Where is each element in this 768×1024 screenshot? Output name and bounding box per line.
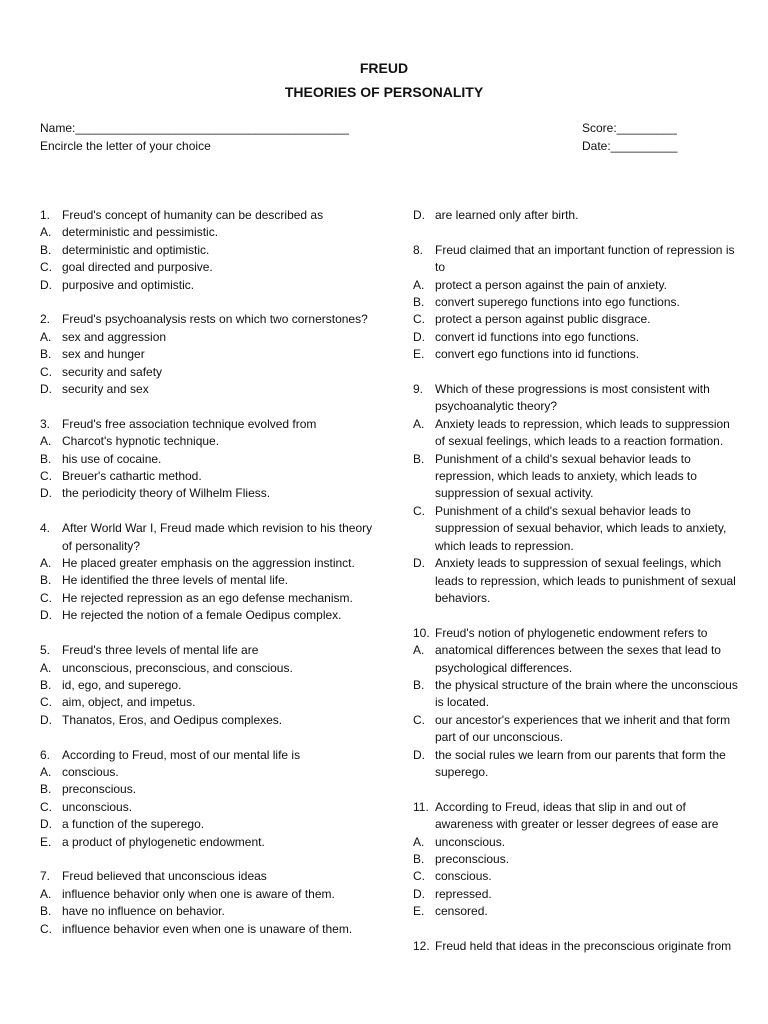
question-stem: [413, 625, 743, 642]
choice-text: the periodicity theory of Wilhelm Fliess.: [62, 486, 271, 501]
question-spacer: [40, 503, 380, 520]
question-number: 2.: [40, 312, 51, 327]
choice-letter: B.: [40, 677, 52, 692]
question-number: 1.: [40, 208, 51, 222]
right-column: [413, 207, 743, 955]
choice-text: are learned only after birth.: [435, 208, 579, 222]
choice-text: Thanatos, Eros, and Oedipus complexes.: [62, 712, 283, 727]
choice-letter: B.: [413, 851, 425, 866]
choice-letter: C.: [40, 590, 52, 605]
choice-letter: C.: [413, 503, 425, 518]
question-number: 11.: [413, 799, 429, 814]
choice-text: a product of phylogenetic endowment.: [62, 834, 265, 849]
answer-choice[interactable]: [413, 851, 743, 868]
choice-text: protect a person against public disgrace.: [435, 312, 651, 327]
question-number: 3.: [40, 416, 51, 431]
question-text: Freud's notion of phylogenetic endowment refers to: [435, 625, 708, 640]
question-stem: [40, 520, 380, 555]
answer-choice[interactable]: [40, 277, 380, 294]
choice-text: protect a person against the pain of anxiety.: [435, 277, 667, 292]
choice-letter: C.: [413, 312, 425, 327]
choice-letter: A.: [40, 764, 52, 779]
answer-choice[interactable]: [413, 311, 743, 328]
question-stem: [40, 416, 380, 433]
choice-text: id, ego, and superego.: [62, 677, 182, 692]
page-title: FREUD: [359, 60, 409, 76]
choice-text: security and safety: [62, 364, 163, 379]
answer-choice[interactable]: [413, 642, 743, 677]
question-stem: [40, 311, 380, 328]
answer-choice[interactable]: [413, 712, 743, 747]
question-stem: [413, 938, 743, 955]
question-number: 9.: [413, 382, 424, 397]
answer-choice[interactable]: [413, 677, 743, 712]
choice-text: unconscious.: [62, 799, 133, 814]
answer-choice[interactable]: [40, 242, 380, 259]
question-spacer: [40, 625, 380, 642]
question-spacer: [413, 781, 743, 798]
question-spacer: [40, 851, 380, 868]
choice-text: Anxiety leads to repression, which leads to suppression of sexual feelings, which leads to a reaction formation.: [435, 416, 730, 449]
choice-letter: B.: [40, 573, 52, 588]
choice-letter: C.: [40, 469, 52, 484]
choice-letter: A.: [413, 643, 425, 658]
answer-choice[interactable]: [413, 886, 743, 903]
answer-choice[interactable]: [40, 694, 380, 711]
answer-choice[interactable]: [40, 677, 380, 694]
name-field: Name:_________________________________________: [40, 121, 349, 135]
choice-letter: D.: [40, 712, 52, 727]
choice-letter: B.: [413, 295, 425, 310]
choice-letter: D.: [413, 208, 425, 222]
question-text: Freud held that ideas in the preconscious originate from: [435, 938, 732, 953]
answer-choice[interactable]: [413, 555, 743, 607]
question-spacer: [40, 729, 380, 746]
answer-choice[interactable]: [40, 572, 380, 589]
answer-choice[interactable]: [40, 381, 380, 398]
question-text: Which of these progressions is most consistent with psychoanalytic theory?: [435, 382, 710, 414]
choice-letter: E.: [40, 834, 52, 849]
page-subtitle: THEORIES OF PERSONALITY: [284, 84, 484, 100]
answer-choice[interactable]: [40, 364, 380, 381]
choice-text: our ancestor's experiences that we inherit and that form part of our unconscious.: [435, 712, 731, 745]
question-stem: [40, 207, 380, 224]
choice-text: Punishment of a child's sexual behavior leads to repression, which leads to anxiety, which leads to suppression of sexual activity.: [435, 451, 697, 501]
answer-choice[interactable]: [40, 555, 380, 572]
choice-letter: C.: [40, 260, 52, 275]
choice-text: He identified the three levels of mental life.: [62, 573, 289, 588]
choice-letter: E.: [413, 347, 425, 362]
answer-choice[interactable]: [413, 868, 743, 885]
choice-letter: B.: [40, 242, 52, 257]
question-text: Freud's free association technique evolved from: [62, 416, 317, 431]
answer-choice[interactable]: [413, 834, 743, 851]
choice-text: He rejected the notion of a female Oedipus complex.: [62, 608, 342, 623]
question-text: Freud's three levels of mental life are: [62, 643, 259, 658]
answer-choice[interactable]: [40, 903, 380, 920]
answer-choice[interactable]: [40, 346, 380, 363]
choice-text: influence behavior even when one is unaware of them.: [62, 921, 353, 936]
answer-choice[interactable]: [413, 346, 743, 363]
question-number: 10.: [413, 625, 430, 640]
choice-letter: A.: [413, 834, 425, 849]
answer-choice[interactable]: [40, 607, 380, 624]
choice-text: Breuer's cathartic method.: [62, 469, 202, 484]
answer-choice[interactable]: [40, 781, 380, 798]
question-stem: [413, 381, 743, 416]
answer-choice[interactable]: [413, 207, 743, 224]
choice-text: conscious.: [62, 764, 119, 779]
choice-text: the social rules we learn from our parents that form the superego.: [435, 747, 726, 779]
choice-letter: B.: [40, 782, 52, 797]
choice-letter: D.: [413, 747, 425, 762]
choice-text: sex and aggression: [62, 329, 167, 344]
choice-text: Anxiety leads to suppression of sexual feelings, which leads to repression, which leads to punishment of sexual behaviors.: [435, 556, 736, 605]
question-text: After World War I, Freud made which revision to his theory of personality?: [62, 521, 373, 553]
answer-choice[interactable]: [413, 329, 743, 346]
instructions: Encircle the letter of your choice: [40, 139, 211, 153]
choice-text: He rejected repression as an ego defense mechanism.: [62, 590, 353, 605]
choice-letter: A.: [40, 660, 52, 675]
question-number: 7.: [40, 869, 51, 884]
choice-letter: B.: [413, 677, 425, 692]
question-spacer: [40, 294, 380, 311]
question-text: Freud claimed that an important function of repression is to: [435, 242, 735, 275]
choice-text: convert id functions into ego functions.: [435, 329, 640, 344]
question-text: Freud's psychoanalysis rests on which two cornerstones?: [62, 312, 368, 327]
choice-text: convert superego functions into ego functions.: [435, 295, 680, 310]
choice-letter: A.: [40, 329, 52, 344]
choice-letter: A.: [40, 886, 52, 901]
choice-text: purposive and optimistic.: [62, 277, 195, 292]
choice-letter: A.: [413, 416, 425, 431]
question-text: Freud's concept of humanity can be described as: [62, 208, 324, 222]
answer-choice[interactable]: [40, 590, 380, 607]
choice-text: aim, object, and impetus.: [62, 695, 196, 710]
question-spacer: [413, 224, 743, 241]
choice-letter: E.: [413, 904, 425, 919]
left-column: [40, 207, 380, 938]
choice-text: influence behavior only when one is aware of them.: [62, 886, 335, 901]
answer-choice[interactable]: [413, 451, 743, 503]
answer-choice[interactable]: [40, 712, 380, 729]
choice-text: anatomical differences between the sexes that lead to psychological differences.: [435, 643, 721, 675]
question-text: According to Freud, most of our mental life is: [62, 747, 301, 762]
answer-choice[interactable]: [40, 816, 380, 833]
question-spacer: [413, 921, 743, 938]
choice-letter: A.: [40, 434, 52, 449]
answer-choice[interactable]: [40, 451, 380, 468]
choice-text: the physical structure of the brain where the unconscious is located.: [435, 677, 738, 710]
answer-choice[interactable]: [40, 329, 380, 346]
choice-text: deterministic and pessimistic.: [62, 225, 219, 240]
question-spacer: [413, 364, 743, 381]
question-stem: [40, 747, 380, 764]
question-number: 5.: [40, 643, 51, 658]
choice-letter: D.: [40, 817, 52, 832]
question-stem: [413, 799, 743, 834]
choice-letter: C.: [413, 712, 425, 727]
choice-text: sex and hunger: [62, 347, 145, 362]
question-text: According to Freud, ideas that slip in and out of awareness with greater or lesser degrees of ease are: [435, 799, 719, 832]
choice-text: preconscious.: [62, 782, 137, 797]
choice-text: repressed.: [435, 886, 492, 901]
choice-text: goal directed and purposive.: [62, 260, 213, 275]
answer-choice[interactable]: [413, 277, 743, 294]
question-spacer: [40, 398, 380, 415]
choice-letter: C.: [413, 869, 425, 884]
choice-text: have no influence on behavior.: [62, 904, 225, 919]
answer-choice[interactable]: [413, 416, 743, 451]
choice-text: unconscious.: [435, 834, 506, 849]
choice-letter: B.: [40, 347, 52, 362]
answer-choice[interactable]: [40, 224, 380, 241]
answer-choice[interactable]: [413, 503, 743, 555]
choice-text: deterministic and optimistic.: [62, 242, 210, 257]
answer-choice[interactable]: [413, 747, 743, 782]
choice-text: his use of cocaine.: [62, 451, 162, 466]
answer-choice[interactable]: [40, 834, 380, 851]
answer-choice[interactable]: [40, 764, 380, 781]
choice-letter: D.: [40, 486, 52, 501]
answer-choice[interactable]: [40, 468, 380, 485]
question-number: 12.: [413, 938, 430, 953]
choice-letter: D.: [413, 886, 425, 901]
choice-text: a function of the superego.: [62, 817, 205, 832]
choice-text: security and sex: [62, 382, 149, 397]
answer-choice[interactable]: [40, 433, 380, 450]
choice-letter: B.: [40, 904, 52, 919]
answer-choice[interactable]: [40, 921, 380, 938]
choice-letter: D.: [413, 556, 425, 571]
question-number: 6.: [40, 747, 51, 762]
answer-choice[interactable]: [40, 886, 380, 903]
question-stem: [40, 868, 380, 885]
choice-letter: D.: [40, 277, 52, 292]
choice-text: unconscious, preconscious, and conscious.: [62, 660, 293, 675]
choice-text: Charcot's hypnotic technique.: [62, 434, 220, 449]
answer-choice[interactable]: [413, 903, 743, 920]
answer-choice[interactable]: [40, 485, 380, 502]
answer-choice[interactable]: [40, 660, 380, 677]
choice-letter: D.: [413, 329, 425, 344]
choice-text: preconscious.: [435, 851, 510, 866]
choice-letter: C.: [40, 921, 52, 936]
choice-text: convert ego functions into id functions.: [435, 347, 640, 362]
answer-choice[interactable]: [413, 294, 743, 311]
choice-letter: C.: [40, 799, 52, 814]
choice-text: censored.: [435, 904, 488, 919]
choice-letter: B.: [413, 451, 425, 466]
choice-text: conscious.: [435, 869, 492, 884]
choice-letter: A.: [413, 277, 425, 292]
choice-letter: A.: [40, 556, 52, 571]
question-spacer: [413, 607, 743, 624]
question-text: Freud believed that unconscious ideas: [62, 869, 267, 884]
choice-letter: D.: [40, 608, 52, 623]
answer-choice[interactable]: [40, 259, 380, 276]
score-field: Score:_________: [582, 121, 677, 135]
question-stem: [413, 242, 743, 277]
choice-letter: D.: [40, 382, 52, 397]
choice-letter: C.: [40, 364, 52, 379]
choice-letter: B.: [40, 451, 52, 466]
choice-text: Punishment of a child's sexual behavior leads to suppression of sexual behavior, which leads to anxiety, which leads to repression.: [435, 503, 727, 553]
question-number: 4.: [40, 521, 51, 536]
question-stem: [40, 642, 380, 659]
answer-choice[interactable]: [40, 799, 380, 816]
choice-letter: C.: [40, 695, 52, 710]
choice-text: He placed greater emphasis on the aggression instinct.: [62, 556, 355, 571]
question-number: 8.: [413, 242, 424, 257]
date-field: Date:__________: [582, 139, 678, 153]
choice-letter: A.: [40, 225, 52, 240]
